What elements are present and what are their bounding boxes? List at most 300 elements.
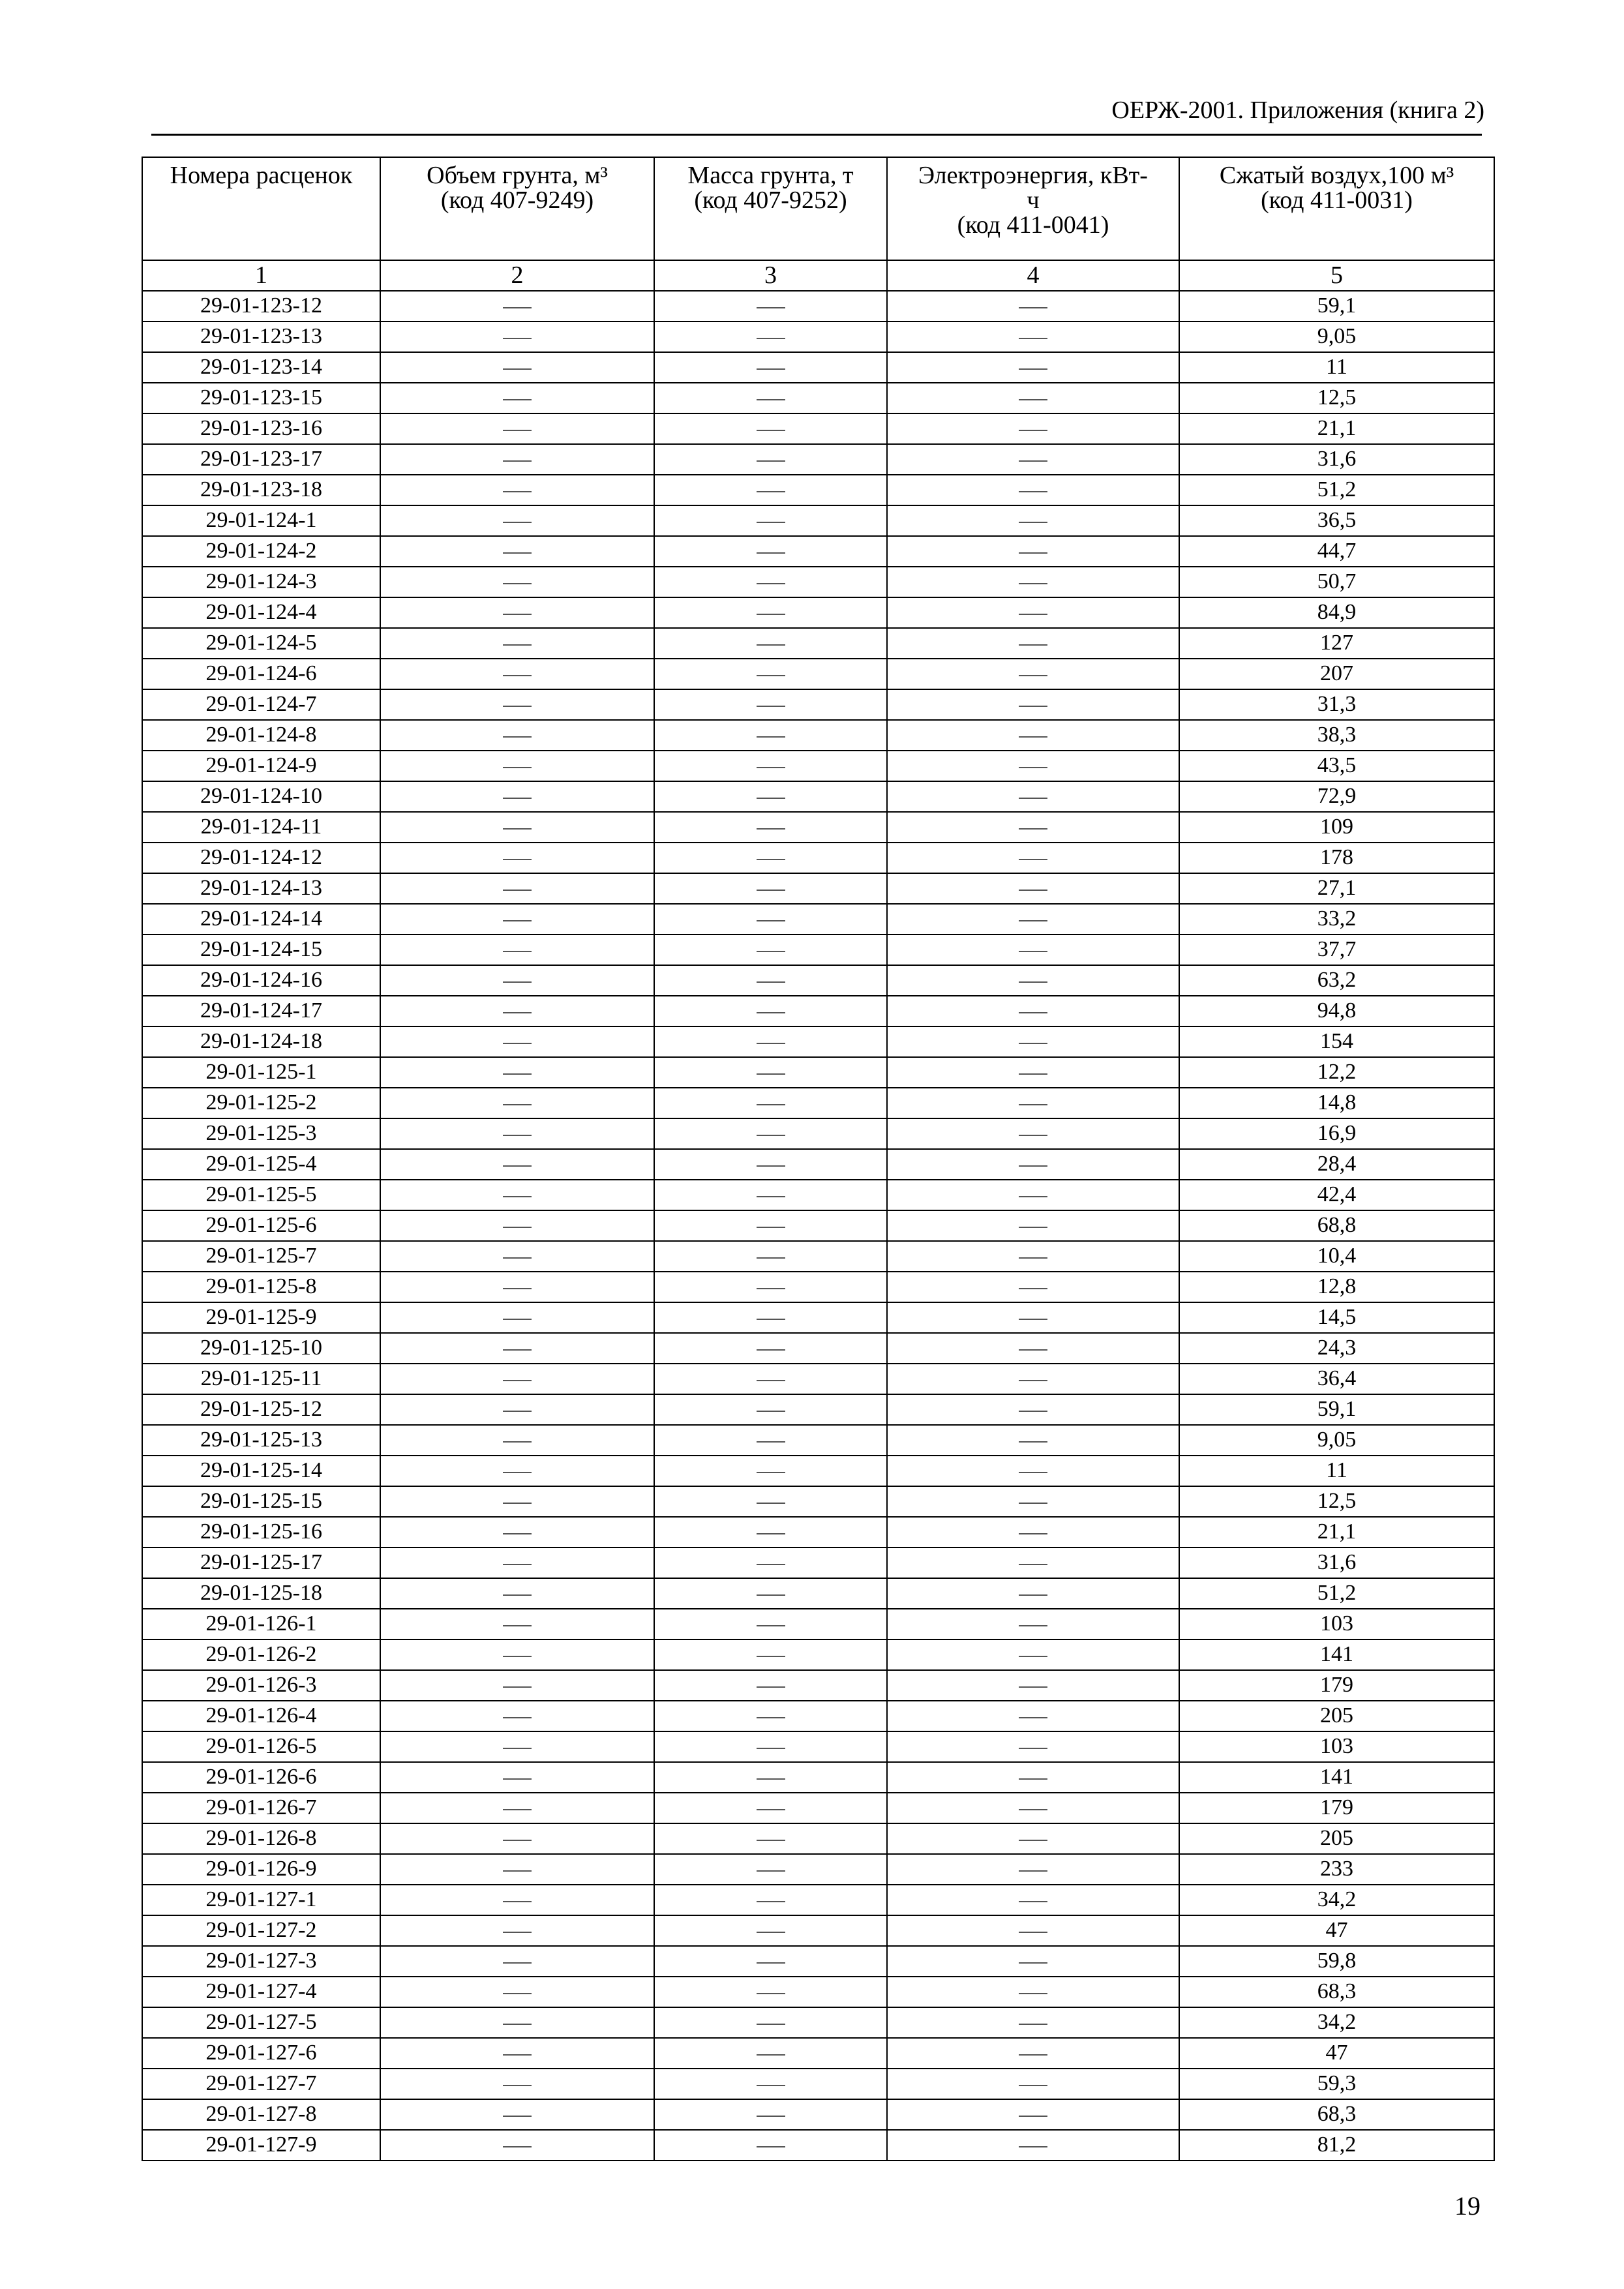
value-cell: 178 (1179, 843, 1494, 873)
empty-value-cell (380, 444, 654, 475)
column-header-soil-mass (654, 157, 887, 260)
empty-value-cell (887, 1456, 1179, 1486)
empty-value-cell (654, 1639, 887, 1670)
dash-mark (503, 1165, 532, 1167)
table-row (142, 1364, 1494, 1394)
dash-mark (1019, 1319, 1047, 1320)
table-row (142, 1885, 1494, 1915)
dash-mark (757, 1441, 785, 1443)
empty-value-cell (654, 322, 887, 352)
table-row (142, 1793, 1494, 1823)
rate-number-cell: 29-01-125-7 (142, 1241, 380, 1272)
value-cell: 47 (1179, 1915, 1494, 1946)
empty-value-cell (380, 1057, 654, 1088)
rate-number-cell: 29-01-127-2 (142, 1915, 380, 1946)
dash-mark (1019, 1227, 1047, 1228)
empty-value-cell (654, 1180, 887, 1210)
dash-mark (757, 1533, 785, 1534)
rate-number-cell: 29-01-123-18 (142, 475, 380, 505)
column-header-electricity (887, 157, 1179, 260)
table-row (142, 1731, 1494, 1762)
table-row (142, 413, 1494, 444)
dash-mark (1019, 2024, 1047, 2025)
value-cell: 24,3 (1179, 1333, 1494, 1364)
empty-value-cell (887, 1057, 1179, 1088)
column-header-rate-numbers (142, 157, 380, 260)
dash-mark (503, 890, 532, 891)
table-row (142, 935, 1494, 965)
dash-mark (757, 1165, 785, 1167)
empty-value-cell (380, 1088, 654, 1118)
column-number: 1 (142, 260, 380, 291)
table-row (142, 812, 1494, 843)
table-row (142, 720, 1494, 751)
dash-mark (503, 1564, 532, 1565)
table-row (142, 597, 1494, 628)
table-row (142, 1823, 1494, 1854)
dash-mark (757, 2116, 785, 2117)
empty-value-cell (380, 567, 654, 597)
rate-number-cell: 29-01-124-14 (142, 904, 380, 935)
empty-value-cell (380, 1793, 654, 1823)
rate-number-cell: 29-01-127-1 (142, 1885, 380, 1915)
rate-number-cell: 29-01-125-10 (142, 1333, 380, 1364)
empty-value-cell (887, 781, 1179, 812)
value-cell: 84,9 (1179, 597, 1494, 628)
value-cell: 36,4 (1179, 1364, 1494, 1394)
empty-value-cell (654, 812, 887, 843)
value-cell: 27,1 (1179, 873, 1494, 904)
value-cell: 31,6 (1179, 444, 1494, 475)
empty-value-cell (887, 1793, 1179, 1823)
dash-mark (757, 1227, 785, 1228)
value-cell: 94,8 (1179, 996, 1494, 1026)
table-row (142, 1456, 1494, 1486)
header-rule (151, 134, 1482, 136)
value-cell: 12,2 (1179, 1057, 1494, 1088)
column-header-line: (код 411-0031) (1261, 187, 1413, 214)
column-header-line: (код 407-9249) (440, 187, 594, 214)
value-cell: 51,2 (1179, 1578, 1494, 1609)
value-cell: 59,1 (1179, 1394, 1494, 1425)
rate-number-cell: 29-01-123-12 (142, 291, 380, 322)
empty-value-cell (887, 720, 1179, 751)
dash-mark (503, 1901, 532, 1902)
dash-mark (757, 1993, 785, 1994)
rate-number-cell: 29-01-124-18 (142, 1026, 380, 1057)
empty-value-cell (887, 1701, 1179, 1731)
empty-value-cell (380, 781, 654, 812)
rate-number-cell: 29-01-125-2 (142, 1088, 380, 1118)
dash-mark (757, 338, 785, 339)
empty-value-cell (654, 383, 887, 413)
dash-mark (757, 552, 785, 554)
value-cell: 12,5 (1179, 383, 1494, 413)
empty-value-cell (887, 1026, 1179, 1057)
empty-value-cell (654, 1333, 887, 1364)
value-cell: 37,7 (1179, 935, 1494, 965)
rate-number-cell: 29-01-123-13 (142, 322, 380, 352)
value-cell: 127 (1179, 628, 1494, 659)
column-header-line: (код 407-9252) (694, 187, 847, 214)
column-header-line: (код 411-0041) (957, 211, 1109, 239)
rate-number-cell: 29-01-125-15 (142, 1486, 380, 1517)
empty-value-cell (654, 291, 887, 322)
table-row (142, 659, 1494, 689)
empty-value-cell (654, 1609, 887, 1639)
empty-value-cell (654, 352, 887, 383)
rate-number-cell: 29-01-126-7 (142, 1793, 380, 1823)
dash-mark (757, 798, 785, 799)
dash-mark (1019, 368, 1047, 370)
empty-value-cell (654, 1885, 887, 1915)
empty-value-cell (380, 352, 654, 383)
table-row (142, 1701, 1494, 1731)
empty-value-cell (887, 1088, 1179, 1118)
table-row (142, 873, 1494, 904)
empty-value-cell (654, 567, 887, 597)
empty-value-cell (654, 1118, 887, 1149)
empty-value-cell (887, 1854, 1179, 1885)
dash-mark (503, 1748, 532, 1749)
table-row (142, 628, 1494, 659)
dash-mark (757, 1778, 785, 1780)
dash-mark (757, 399, 785, 400)
table-row (142, 1609, 1494, 1639)
empty-value-cell (887, 1639, 1179, 1670)
dash-mark (1019, 1104, 1047, 1105)
rate-number-cell: 29-01-123-17 (142, 444, 380, 475)
empty-value-cell (654, 475, 887, 505)
empty-value-cell (654, 781, 887, 812)
dash-mark (503, 2146, 532, 2147)
empty-value-cell (654, 1364, 887, 1394)
rate-number-cell: 29-01-124-4 (142, 597, 380, 628)
rate-number-cell: 29-01-124-1 (142, 505, 380, 536)
dash-mark (757, 1288, 785, 1289)
table-row (142, 1670, 1494, 1701)
empty-value-cell (887, 1609, 1179, 1639)
empty-value-cell (887, 935, 1179, 965)
empty-value-cell (887, 1272, 1179, 1302)
dash-mark (503, 2024, 532, 2025)
dash-mark (757, 583, 785, 584)
empty-value-cell (654, 935, 887, 965)
table-row (142, 2130, 1494, 2161)
empty-value-cell (380, 965, 654, 996)
dash-mark (503, 1809, 532, 1810)
dash-mark (757, 2054, 785, 2056)
empty-value-cell (380, 1210, 654, 1241)
dash-mark (503, 399, 532, 400)
dash-mark (503, 1993, 532, 1994)
table-row (142, 1302, 1494, 1333)
empty-value-cell (887, 2130, 1179, 2161)
dash-mark (1019, 1778, 1047, 1780)
dash-mark (757, 614, 785, 615)
empty-value-cell (887, 444, 1179, 475)
empty-value-cell (654, 1456, 887, 1486)
dash-mark (1019, 583, 1047, 584)
empty-value-cell (380, 1854, 654, 1885)
dash-mark (503, 1686, 532, 1688)
dash-mark (503, 798, 532, 799)
dash-mark (503, 1932, 532, 1933)
dash-mark (503, 338, 532, 339)
dash-mark (503, 828, 532, 830)
dash-mark (757, 644, 785, 646)
dash-mark (757, 1135, 785, 1136)
dash-mark (757, 1043, 785, 1044)
dash-mark (757, 736, 785, 738)
value-cell: 59,3 (1179, 2069, 1494, 2099)
empty-value-cell (380, 597, 654, 628)
empty-value-cell (380, 812, 654, 843)
empty-value-cell (654, 751, 887, 781)
empty-value-cell (380, 996, 654, 1026)
rate-number-cell: 29-01-126-8 (142, 1823, 380, 1854)
dash-mark (757, 1748, 785, 1749)
dash-mark (1019, 1411, 1047, 1412)
empty-value-cell (654, 1302, 887, 1333)
empty-value-cell (887, 1180, 1179, 1210)
rate-number-cell: 29-01-125-3 (142, 1118, 380, 1149)
value-cell: 63,2 (1179, 965, 1494, 996)
empty-value-cell (380, 383, 654, 413)
value-cell: 205 (1179, 1823, 1494, 1854)
dash-mark (757, 1472, 785, 1473)
dash-mark (1019, 675, 1047, 676)
table-row (142, 352, 1494, 383)
rate-number-cell: 29-01-127-9 (142, 2130, 380, 2161)
table-row (142, 1425, 1494, 1456)
empty-value-cell (380, 1180, 654, 1210)
empty-value-cell (887, 1241, 1179, 1272)
empty-value-cell (380, 1639, 654, 1670)
dash-mark (1019, 1012, 1047, 1013)
empty-value-cell (654, 1425, 887, 1456)
rate-number-cell: 29-01-124-8 (142, 720, 380, 751)
dash-mark (1019, 1257, 1047, 1259)
empty-value-cell (887, 812, 1179, 843)
dash-mark (757, 460, 785, 462)
value-cell: 14,5 (1179, 1302, 1494, 1333)
empty-value-cell (380, 751, 654, 781)
empty-value-cell (887, 291, 1179, 322)
dash-mark (503, 1656, 532, 1657)
rate-number-cell: 29-01-124-6 (142, 659, 380, 689)
empty-value-cell (380, 1578, 654, 1609)
dash-mark (503, 1073, 532, 1075)
dash-mark (757, 1104, 785, 1105)
dash-mark (757, 522, 785, 523)
dash-mark (757, 1319, 785, 1320)
rate-number-cell: 29-01-126-6 (142, 1762, 380, 1793)
dash-mark (503, 2116, 532, 2117)
dash-mark (1019, 1932, 1047, 1933)
value-cell: 47 (1179, 2038, 1494, 2069)
empty-value-cell (887, 1885, 1179, 1915)
value-cell: 11 (1179, 1456, 1494, 1486)
table-row (142, 1149, 1494, 1180)
dash-mark (1019, 1503, 1047, 1504)
table-row (142, 567, 1494, 597)
dash-mark (1019, 981, 1047, 983)
empty-value-cell (887, 1118, 1179, 1149)
empty-value-cell (380, 1548, 654, 1578)
empty-value-cell (654, 2069, 887, 2099)
empty-value-cell (654, 2007, 887, 2038)
dash-mark (503, 981, 532, 983)
empty-value-cell (380, 1517, 654, 1548)
empty-value-cell (380, 1609, 654, 1639)
dash-mark (757, 1196, 785, 1197)
empty-value-cell (654, 413, 887, 444)
value-cell: 21,1 (1179, 1517, 1494, 1548)
value-cell: 233 (1179, 1854, 1494, 1885)
empty-value-cell (887, 1731, 1179, 1762)
value-cell: 14,8 (1179, 1088, 1494, 1118)
empty-value-cell (380, 1118, 654, 1149)
empty-value-cell (887, 1946, 1179, 1977)
table-row (142, 1394, 1494, 1425)
dash-mark (757, 1073, 785, 1075)
empty-value-cell (654, 965, 887, 996)
empty-value-cell (380, 904, 654, 935)
empty-value-cell (887, 413, 1179, 444)
empty-value-cell (654, 1088, 887, 1118)
rate-number-cell: 29-01-127-6 (142, 2038, 380, 2069)
dash-mark (1019, 1533, 1047, 1534)
dash-mark (757, 1594, 785, 1596)
value-cell: 42,4 (1179, 1180, 1494, 1210)
column-number: 5 (1179, 260, 1494, 291)
value-cell: 109 (1179, 812, 1494, 843)
rate-number-cell: 29-01-125-18 (142, 1578, 380, 1609)
rate-number-cell: 29-01-125-6 (142, 1210, 380, 1241)
empty-value-cell (654, 1762, 887, 1793)
dash-mark (1019, 1073, 1047, 1075)
dash-mark (1019, 1748, 1047, 1749)
column-header-line: ч (1027, 187, 1040, 214)
dash-mark (1019, 706, 1047, 707)
table-row (142, 475, 1494, 505)
rates-table (142, 157, 1495, 2161)
rate-number-cell: 29-01-124-11 (142, 812, 380, 843)
empty-value-cell (380, 628, 654, 659)
dash-mark (757, 430, 785, 431)
value-cell: 207 (1179, 659, 1494, 689)
rate-number-cell: 29-01-125-12 (142, 1394, 380, 1425)
value-cell: 68,3 (1179, 2099, 1494, 2130)
empty-value-cell (380, 1149, 654, 1180)
dash-mark (503, 1104, 532, 1105)
column-header-compressed-air (1179, 157, 1494, 260)
empty-value-cell (887, 873, 1179, 904)
table-row (142, 1118, 1494, 1149)
rate-number-cell: 29-01-125-11 (142, 1364, 380, 1394)
table-row (142, 1333, 1494, 1364)
empty-value-cell (380, 2099, 654, 2130)
value-cell: 9,05 (1179, 322, 1494, 352)
empty-value-cell (380, 1241, 654, 1272)
dash-mark (1019, 767, 1047, 768)
empty-value-cell (380, 1425, 654, 1456)
table-body (142, 291, 1494, 2161)
empty-value-cell (887, 1578, 1179, 1609)
dash-mark (1019, 1962, 1047, 1964)
dash-mark (503, 307, 532, 308)
dash-mark (1019, 1349, 1047, 1351)
value-cell: 44,7 (1179, 536, 1494, 567)
dash-mark (1019, 1594, 1047, 1596)
value-cell: 68,3 (1179, 1977, 1494, 2007)
empty-value-cell (887, 505, 1179, 536)
dash-mark (1019, 1840, 1047, 1841)
empty-value-cell (887, 567, 1179, 597)
dash-mark (503, 1043, 532, 1044)
dash-mark (757, 1717, 785, 1718)
table-row (142, 1026, 1494, 1057)
dash-mark (503, 1012, 532, 1013)
empty-value-cell (654, 689, 887, 720)
table-row (142, 1639, 1494, 1670)
empty-value-cell (654, 1548, 887, 1578)
value-cell: 179 (1179, 1793, 1494, 1823)
column-header-line: Масса грунта, т (687, 162, 854, 189)
rate-number-cell: 29-01-127-5 (142, 2007, 380, 2038)
dash-mark (1019, 644, 1047, 646)
empty-value-cell (887, 1210, 1179, 1241)
dash-mark (1019, 1043, 1047, 1044)
table-row (142, 291, 1494, 322)
empty-value-cell (380, 1670, 654, 1701)
dash-mark (757, 706, 785, 707)
empty-value-cell (654, 659, 887, 689)
table-row (142, 505, 1494, 536)
table-row (142, 689, 1494, 720)
empty-value-cell (887, 1486, 1179, 1517)
empty-value-cell (654, 904, 887, 935)
table-row (142, 2099, 1494, 2130)
empty-value-cell (380, 720, 654, 751)
value-cell: 68,8 (1179, 1210, 1494, 1241)
empty-value-cell (887, 689, 1179, 720)
empty-value-cell (654, 1149, 887, 1180)
table-row (142, 1180, 1494, 1210)
dash-mark (503, 430, 532, 431)
empty-value-cell (654, 1578, 887, 1609)
dash-mark (1019, 2085, 1047, 2086)
dash-mark (503, 951, 532, 952)
empty-value-cell (887, 1977, 1179, 2007)
column-header-soil-volume (380, 157, 654, 260)
column-header-line: Объем грунта, м³ (427, 162, 608, 189)
dash-mark (757, 675, 785, 676)
value-cell: 103 (1179, 1731, 1494, 1762)
rate-number-cell: 29-01-125-8 (142, 1272, 380, 1302)
empty-value-cell (887, 1548, 1179, 1578)
dash-mark (1019, 338, 1047, 339)
empty-value-cell (380, 2069, 654, 2099)
empty-value-cell (380, 322, 654, 352)
rate-number-cell: 29-01-124-12 (142, 843, 380, 873)
rate-number-cell: 29-01-126-5 (142, 1731, 380, 1762)
dash-mark (1019, 2146, 1047, 2147)
dash-mark (757, 1625, 785, 1626)
empty-value-cell (654, 873, 887, 904)
empty-value-cell (887, 1823, 1179, 1854)
